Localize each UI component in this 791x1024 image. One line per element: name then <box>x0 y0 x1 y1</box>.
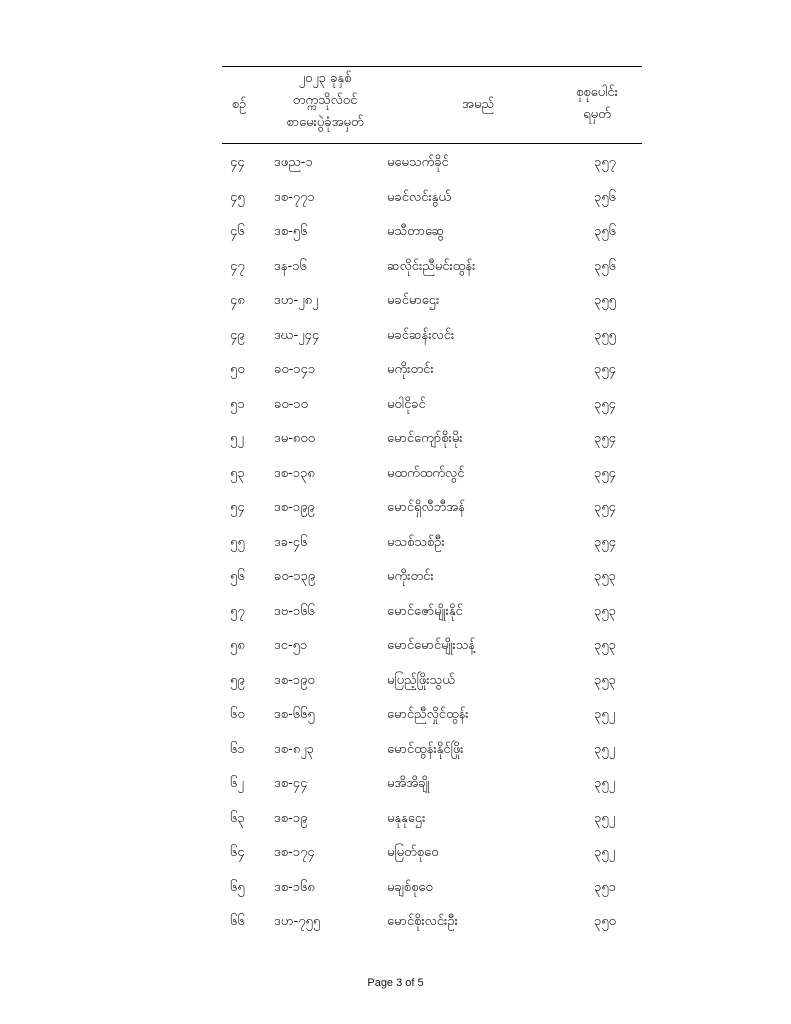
row-serial-number: ၆၄ <box>230 845 245 860</box>
table-body <box>222 146 642 940</box>
row-serial-number: ၆၀ <box>230 707 245 722</box>
table-row <box>222 871 642 906</box>
table-row <box>222 284 642 319</box>
row-name: မောင်မောင်မျိုးသန့် <box>387 638 476 653</box>
row-name: မခင်မာဌေး <box>387 293 440 308</box>
header-mark-line1: စုစုပေါင်း <box>576 85 618 100</box>
table-row <box>222 319 642 354</box>
row-total-marks: ၃၅၄ <box>594 534 616 550</box>
row-name: မခင်လင်းနွယ် <box>387 189 451 205</box>
row-total-marks: ၃၅၂ <box>594 707 616 722</box>
row-exam-seat-number: ဒစ-၁၆၈ <box>274 879 315 895</box>
row-exam-seat-number: ဒစ-၅၆ <box>274 224 308 239</box>
row-exam-seat-number: ဒစ-၆၆၅ <box>274 707 315 722</box>
row-name: မဝါငိုခင် <box>387 396 426 412</box>
row-total-marks: ၃၅၄ <box>594 362 616 377</box>
row-name: မမြတ်စုဝေ <box>387 845 439 860</box>
table-row <box>222 802 642 837</box>
row-exam-seat-number: ခဝ-၁၀ <box>274 396 308 412</box>
row-serial-number: ၆၆ <box>230 914 245 929</box>
row-total-marks: ၃၅၀ <box>594 914 616 929</box>
row-serial-number: ၆၁ <box>230 741 245 757</box>
row-name: မသစ်သစ်ဦး <box>387 534 445 550</box>
row-name: မခင်ဆန်းလင်း <box>387 327 455 343</box>
table-row <box>222 698 642 733</box>
table-row <box>222 491 642 526</box>
table-row <box>222 146 642 181</box>
table-row <box>222 560 642 595</box>
row-name: မမေသက်ခိုင် <box>387 155 449 170</box>
row-serial-number: ၅၅ <box>230 534 245 550</box>
row-serial-number: ၅၈ <box>230 638 245 653</box>
row-name: မအိအိချို <box>387 776 430 791</box>
row-serial-number: ၅၉ <box>230 672 245 688</box>
row-serial-number: ၅၄ <box>230 500 245 515</box>
table-row <box>222 905 642 940</box>
header-reg-line1: ၂၀၂၃ ခုနှစ် <box>298 71 352 86</box>
row-name: မောင်ရှိလီဘီအန် <box>387 500 465 515</box>
header-mark-line2: ရမှတ် <box>583 107 611 122</box>
row-serial-number: ၄၉ <box>230 327 245 343</box>
table-row <box>222 422 642 457</box>
row-total-marks: ၃၅၅ <box>594 293 616 308</box>
row-exam-seat-number: ဒဗ-၁၆၆ <box>274 603 315 619</box>
header-name-label: အမည် <box>462 97 494 112</box>
row-exam-seat-number: ဒစ-၄၄ <box>274 776 308 791</box>
row-total-marks: ၃၅၃ <box>594 569 616 584</box>
row-name: မောင်စိုးလင်းဦး <box>387 914 458 929</box>
row-total-marks: ၃၅၄ <box>594 396 616 412</box>
row-name: မောင်ထွန်းနိုင်ဖြိုး <box>387 741 464 757</box>
row-total-marks: ၃၅၃ <box>594 603 616 619</box>
table-row <box>222 457 642 492</box>
table-row <box>222 664 642 699</box>
table-row <box>222 250 642 285</box>
row-serial-number: ၅၆ <box>230 569 245 584</box>
page-footer: Page 3 of 5 <box>367 977 424 989</box>
row-total-marks: ၃၅၇ <box>594 155 616 170</box>
header-reg-line2: တက္ကသိုလ်ဝင် <box>292 93 358 108</box>
row-serial-number: ၄၄ <box>230 155 245 170</box>
row-exam-seat-number: ဒင-၅၁ <box>274 638 308 653</box>
row-total-marks: ၃၅၄ <box>594 431 616 446</box>
table-row <box>222 733 642 768</box>
row-exam-seat-number: ဒဟ-၇၅၅ <box>274 914 321 929</box>
table-row <box>222 836 642 871</box>
row-exam-seat-number: ဒမ-၈၀၀ <box>274 431 315 446</box>
row-total-marks: ၃၅၂ <box>594 845 616 860</box>
row-exam-seat-number: ဒစ-၁၃၈ <box>274 465 315 481</box>
row-serial-number: ၅၇ <box>230 603 245 619</box>
row-exam-seat-number: ဒစ-၈၂၃ <box>274 741 314 757</box>
table-row <box>222 595 642 630</box>
row-serial-number: ၆၅ <box>230 879 245 895</box>
table-row <box>222 388 642 423</box>
row-exam-seat-number: ခဝ-၁၄၁ <box>274 362 316 377</box>
row-name: မကိုးတင်း <box>387 362 434 377</box>
table-row <box>222 181 642 216</box>
row-total-marks: ၃၅၂ <box>594 776 616 791</box>
row-exam-seat-number: ဒန-၁၆ <box>274 258 307 274</box>
row-total-marks: ၃၅၃ <box>594 638 616 653</box>
row-total-marks: ၃၅၂ <box>594 741 616 757</box>
table-row <box>222 629 642 664</box>
table-row <box>222 215 642 250</box>
row-serial-number: ၄၈ <box>230 293 245 308</box>
table-row <box>222 353 642 388</box>
row-total-marks: ၃၅၆ <box>594 258 616 274</box>
row-serial-number: ၅၀ <box>230 362 245 377</box>
row-exam-seat-number: ဒစ-၁၉၀ <box>274 672 315 688</box>
row-exam-seat-number: ခဝ-၁၃၉ <box>274 569 316 584</box>
row-name: ဆလိုင်းညီမင်းထွန်း <box>387 258 476 274</box>
table-header-rule <box>222 143 642 144</box>
row-name: မောင်ကျော်စိုးမိုး <box>387 431 463 446</box>
row-exam-seat-number: ဒဖည-၁ <box>274 155 313 170</box>
row-total-marks: ၃၅၁ <box>594 879 616 895</box>
row-total-marks: ၃၅၃ <box>594 672 616 688</box>
row-name: မနုနုဌေး <box>387 810 426 826</box>
header-exam-seat-number <box>270 66 380 145</box>
row-name: မထက်ထက်လွင် <box>387 465 465 481</box>
row-serial-number: ၄၆ <box>230 224 245 239</box>
row-total-marks: ၃၅၆ <box>594 189 616 205</box>
row-name: မပြည့်ဖြိုးသွယ် <box>387 672 455 688</box>
row-name: မချစ်စုဝေ <box>387 879 433 895</box>
row-exam-seat-number: ဒဃ-၂၄၄ <box>274 327 320 343</box>
row-name: မသီတာဆွေ <box>387 224 445 239</box>
row-serial-number: ၅၂ <box>230 431 244 446</box>
row-serial-number: ၅၁ <box>230 396 245 412</box>
table-row <box>222 767 642 802</box>
row-serial-number: ၆၃ <box>230 810 245 826</box>
row-name: မကိုးတင်း <box>387 569 434 584</box>
row-serial-number: ၅၃ <box>230 465 245 481</box>
row-exam-seat-number: ဒစ-၁၉၉ <box>274 500 315 515</box>
header-reg-line3: စာမေးပွဲခုံအမှတ် <box>286 115 364 130</box>
row-exam-seat-number: ဒခ-၄၆ <box>274 534 308 550</box>
row-serial-number: ၄၇ <box>230 258 245 274</box>
row-total-marks: ၃၅၅ <box>594 327 616 343</box>
row-exam-seat-number: ဒဟ-၂၈၂ <box>274 293 319 308</box>
row-serial-number: ၆၂ <box>230 776 244 791</box>
row-total-marks: ၃၅၂ <box>594 810 616 826</box>
table-row <box>222 526 642 561</box>
row-total-marks: ၃၅၄ <box>594 465 616 481</box>
row-name: မောင်ဇော်မျိုးနိုင် <box>387 603 463 619</box>
row-exam-seat-number: ဒစ-၇၇၁ <box>274 189 315 205</box>
row-total-marks: ၃၅၆ <box>594 224 616 239</box>
row-serial-number: ၄၅ <box>230 189 245 205</box>
row-exam-seat-number: ဒစ-၁၇၄ <box>274 845 315 860</box>
header-serial-label: စဉ် <box>231 97 247 112</box>
row-name: မောင်ညီလှိုင်ထွန်း <box>387 707 469 722</box>
row-total-marks: ၃၅၄ <box>594 500 616 515</box>
row-exam-seat-number: ဒစ-၁၉ <box>274 810 308 826</box>
